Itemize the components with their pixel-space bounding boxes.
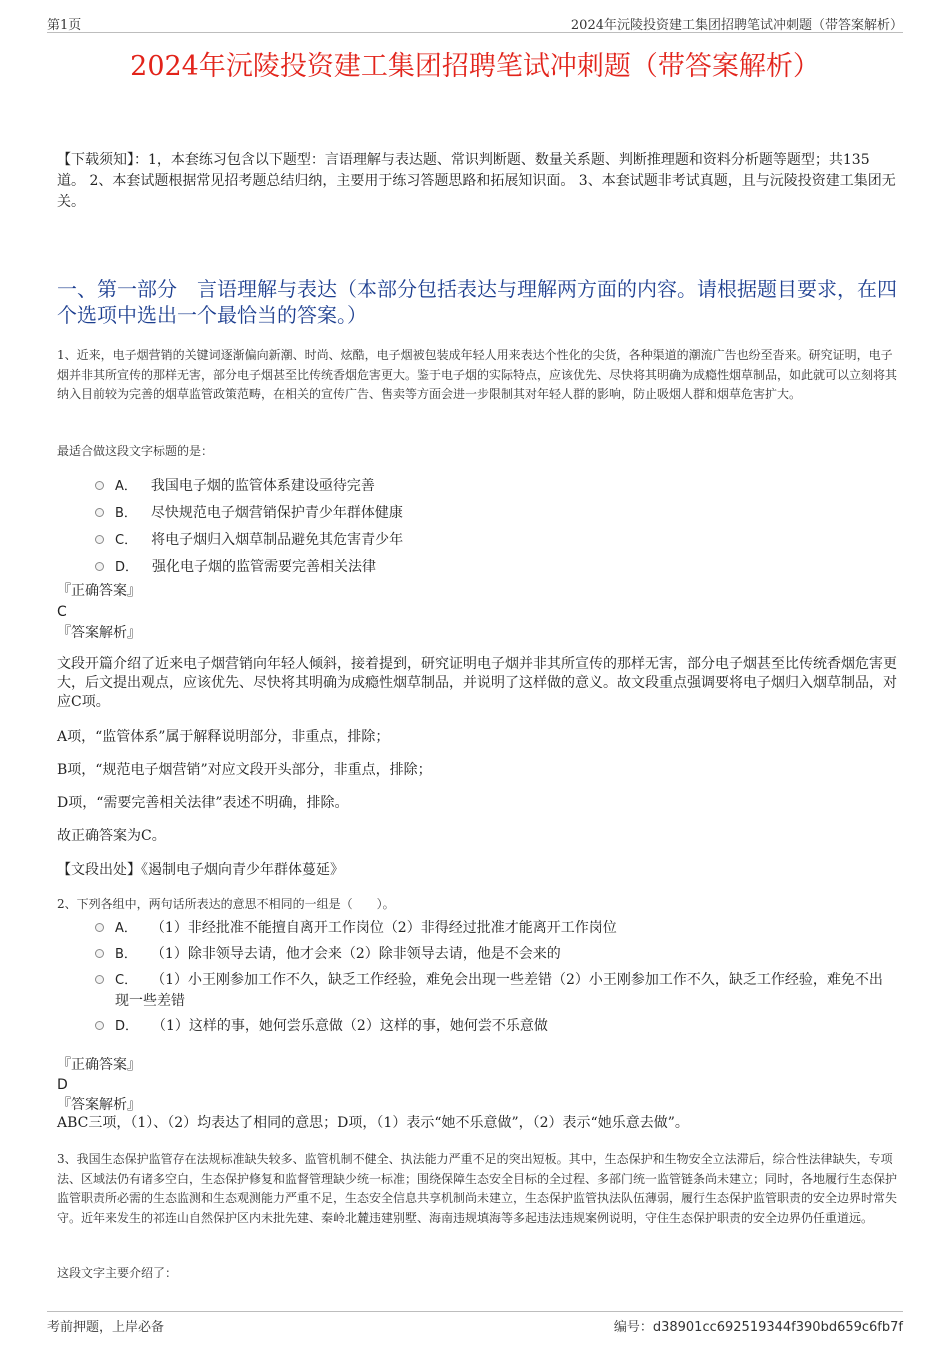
footer-code-label: 编号：	[613, 1320, 653, 1335]
footer-slogan: 考前押题，上岸必备	[47, 1320, 165, 1335]
option-a[interactable]: A． （1）非经批准不能擅自离开工作岗位（2）非得经过批准才能离开工作岗位	[95, 918, 895, 939]
radio-icon[interactable]	[95, 923, 104, 932]
document-title: 2024年沅陵投资建工集团招聘笔试冲刺题（带答案解析）	[130, 51, 820, 82]
option-d[interactable]: D． （1）这样的事，她何尝乐意做（2）这样的事，她何尝不乐意做	[95, 1016, 895, 1037]
option-a[interactable]: A． 我国电子烟的监管体系建设亟待完善	[95, 476, 895, 497]
page-header	[47, 14, 903, 33]
header-doc-title: 2024年沅陵投资建工集团招聘笔试冲刺题（带答案解析）	[570, 18, 903, 33]
option-d[interactable]: D． 强化电子烟的监管需要完善相关法律	[95, 557, 895, 578]
answer-value: D	[57, 1077, 68, 1093]
radio-icon[interactable]	[95, 975, 104, 984]
answer-label: 『正确答案』	[57, 583, 141, 599]
explanation-label: 『答案解析』	[57, 625, 141, 641]
page-number: 第1页	[47, 18, 82, 33]
passage-source: 【文段出处】《遏制电子烟向青少年群体蔓延》	[57, 862, 344, 878]
radio-icon[interactable]	[95, 1021, 104, 1030]
radio-icon[interactable]	[95, 949, 104, 958]
answer-value: C	[57, 604, 67, 620]
answer-label: 『正确答案』	[57, 1057, 141, 1073]
radio-icon[interactable]	[95, 481, 104, 490]
explanation-text: 文段开篇介绍了近来电子烟营销向年轻人倾斜，接着提到，研究证明电子烟并非其所宣传的那样无害，部分电子烟甚至比传统香烟危害更大，后文提出观点，应该优先、尽快将其明确为成瘾性烟草制品，并说明了这样做的意义。故文段重点强调要将电子烟归入烟草制品，对应C项。	[57, 656, 897, 710]
explanation-label: 『答案解析』	[57, 1097, 141, 1113]
question-1-options	[95, 476, 895, 584]
question-1-prompt: 最适合做这段文字标题的是：	[57, 444, 214, 458]
question-1-text: 1、近来，电子烟营销的关键词逐渐偏向新潮、时尚、炫酷，电子烟被包装成年轻人用来表达个性化的尖货，各种渠道的潮流广告也纷至沓来。研究证明，电子烟并非其所宣传的那样无害，部分电子烟甚至比传统香烟危害更大。鉴于电子烟的实际特点，应该优先、尽快将其明确为成瘾性烟草制品，如此就可以立刻将其纳入目前较为完善的烟草监管政策范畴，在相关的宣传广告、售卖等方面会进一步限制其对年轻人群的影响，防止吸烟人群和烟草危害扩大。	[57, 348, 898, 401]
footer-code-value: d38901cc692519344f390bd659c6fb7f	[652, 1320, 903, 1335]
option-c[interactable]: C． （1）小王刚参加工作不久，缺乏工作经验，难免会出现一些差错（2）小王刚参加工作不久，缺乏工作经验，难免不出现一些差错	[95, 970, 895, 1011]
option-b[interactable]: B． 尽快规范电子烟营销保护青少年群体健康	[95, 503, 895, 524]
section-heading: 一、第一部分 言语理解与表达（本部分包括表达与理解两方面的内容。请根据题目要求，在四个选项中选出一个最恰当的答案。）	[57, 277, 897, 327]
explanation-line-b: B项，“规范电子烟营销”对应文段开头部分，非重点，排除；	[57, 762, 432, 778]
explanation-line-d: D项，“需要完善相关法律”表述不明确，排除。	[57, 795, 349, 811]
radio-icon[interactable]	[95, 508, 104, 517]
explanation-conclusion: 故正确答案为C。	[57, 828, 166, 844]
page-footer	[47, 1311, 903, 1335]
footer-code	[614, 1316, 903, 1335]
option-b[interactable]: B． （1）除非领导去请，他才会来（2）除非领导去请，他是不会来的	[95, 944, 895, 965]
explanation-line-a: A项，“监管体系”属于解释说明部分，非重点，排除；	[57, 729, 390, 745]
question-3-text: 3、我国生态保护监管存在法规标准缺失较多、监管机制不健全、执法能力严重不足的突出短板。其中，生态保护和生物安全立法滞后，综合性法律缺失，专项法、区域法仍有诸多空白，生态保护修复和监督管理缺少统一标准；围绕保障生态安全目标的全过程、多部门统一监管链条尚未建立；同时，各地履行生态保护监管职责所必需的生态监测和生态观测能力严重不足，生态安全信息共享机制尚未建立，生态保护监管执法队伍薄弱，履行生态保护监管职责的安全边界时常失守。近年来发生的祁连山自然保护区内未批先建、秦岭北麓违建别墅、海南违规填海等多起违法违规案例说明，守住生态保护职责的安全边界仍任重道远。	[57, 1152, 898, 1225]
question-2-text: 2、下列各组中，两句话所表达的意思不相同的一组是（ ）。	[57, 897, 395, 911]
download-notice: 【下载须知】：1，本套练习包含以下题型：言语理解与表达题、常识判断题、数量关系题、判断推理题和资料分析题等题型；共135道。 2、本套试题根据常见招考题总结归纳，主要用于练习答题思路和拓展知识面。 3、本套试题非考试真题，且与沅陵投资建工集团无关。	[57, 152, 896, 210]
radio-icon[interactable]	[95, 562, 104, 571]
question-2-options	[95, 918, 895, 1042]
question-3-prompt: 这段文字主要介绍了：	[57, 1266, 178, 1280]
explanation-text: ABC三项，（1）、（2）均表达了相同的意思；D项，（1）表示“她不乐意做”，（2）表示“她乐意去做”。	[57, 1115, 689, 1131]
option-c[interactable]: C． 将电子烟归入烟草制品避免其危害青少年	[95, 530, 895, 551]
radio-icon[interactable]	[95, 535, 104, 544]
